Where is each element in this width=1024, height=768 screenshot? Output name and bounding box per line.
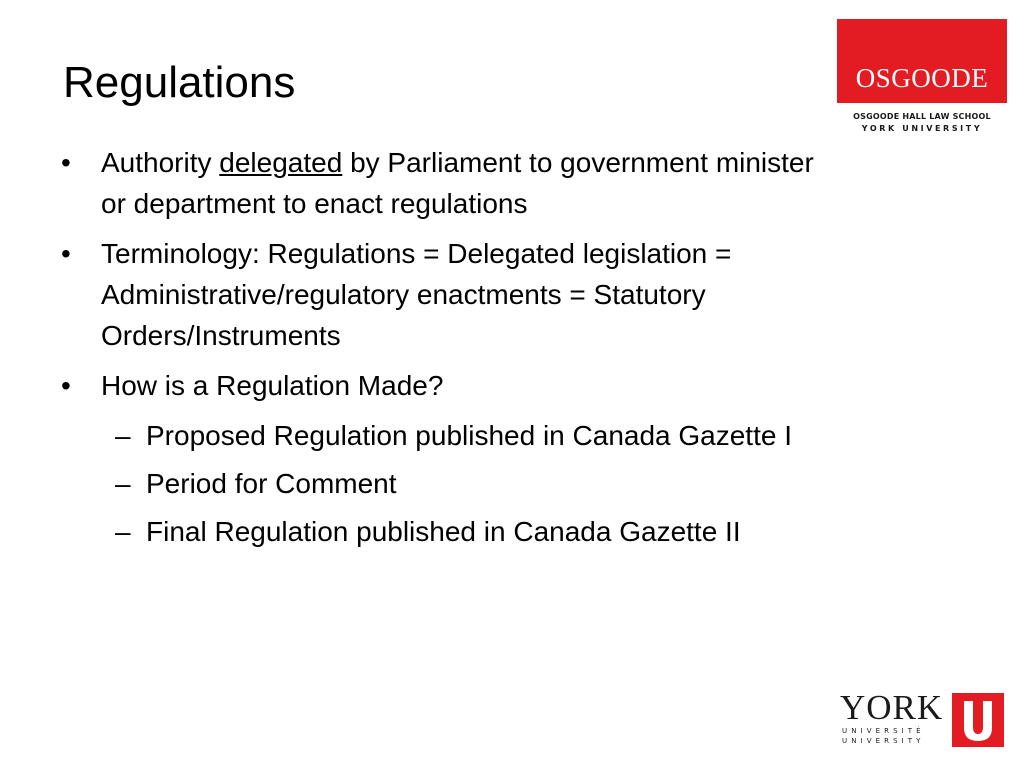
sub-bullet-marker: – xyxy=(115,420,131,451)
sub-bullet-text: Period for Comment xyxy=(146,468,397,499)
underlined-term: delegated xyxy=(219,147,343,178)
bullet-marker: • xyxy=(61,370,71,401)
slide-title: Regulations xyxy=(63,58,296,107)
sub-bullet-text: Proposed Regulation published in Canada Gazette I xyxy=(146,420,792,451)
bullet-authority xyxy=(55,142,815,224)
bullet-text: How is a Regulation Made? xyxy=(101,370,444,401)
bullet-text: Terminology: Regulations = Delegated legislation = Administrative/regulatory enactments = Statutory Orders/Instruments xyxy=(101,238,732,351)
york-logo-universite: UNIVERSITÉ xyxy=(842,727,925,735)
osgoode-logo xyxy=(837,19,1007,159)
york-u-icon xyxy=(952,693,1004,747)
bullet-list xyxy=(55,142,815,559)
bullet-text-rest: by Parliament to government minister or department to enact regulations xyxy=(101,147,814,219)
sub-bullet-final xyxy=(55,511,815,552)
bullet-terminology xyxy=(55,233,815,356)
osgoode-logo-school: OSGOODE HALL LAW SCHOOL xyxy=(853,112,991,121)
osgoode-logo-box xyxy=(837,19,1007,103)
sub-bullet-marker: – xyxy=(115,516,131,547)
york-logo xyxy=(838,689,1008,749)
bullet-marker: • xyxy=(61,147,71,178)
york-logo-word: YORK xyxy=(840,688,944,727)
bullet-marker: • xyxy=(61,238,71,269)
sub-bullet-marker: – xyxy=(115,468,131,499)
sub-bullet-proposed xyxy=(55,415,815,456)
osgoode-logo-word: OSGOODE xyxy=(855,63,989,93)
osgoode-logo-university: YORK UNIVERSITY xyxy=(861,124,983,133)
bullet-how-made xyxy=(55,365,815,406)
sub-bullet-text: Final Regulation published in Canada Gazette II xyxy=(146,516,741,547)
bullet-text-lead: Authority xyxy=(101,147,220,178)
york-logo-university: UNIVERSITY xyxy=(842,737,925,745)
sub-bullet-comment xyxy=(55,463,815,504)
